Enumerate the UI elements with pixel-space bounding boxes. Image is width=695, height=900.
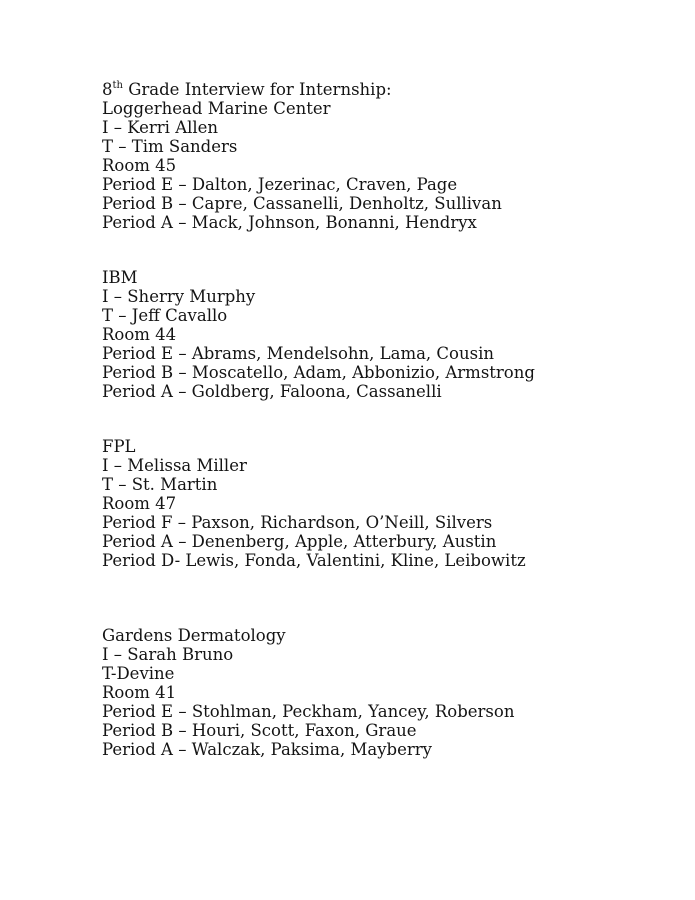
company-name: FPL — [102, 437, 136, 456]
interviewer-line: I – Melissa Miller — [102, 456, 247, 475]
room-line: Room 41 — [102, 683, 177, 702]
period-line: Period E – Stohlman, Peckham, Yancey, Roberson — [102, 702, 515, 721]
period-line: Period F – Paxson, Richardson, O’Neill, Silvers — [102, 513, 493, 532]
interviewer-line: I – Kerri Allen — [102, 118, 219, 137]
room-line: Room 44 — [102, 325, 177, 344]
interviewer-line: I – Sherry Murphy — [102, 287, 256, 306]
period-line: Period D- Lewis, Fonda, Valentini, Kline, Leibowitz — [102, 551, 526, 570]
period-line: Period A – Walczak, Paksima, Mayberry — [102, 740, 432, 759]
period-line: Period A – Goldberg, Faloona, Cassanelli — [102, 382, 442, 401]
company-name: Gardens Dermatology — [102, 626, 286, 645]
room-line: Room 45 — [102, 156, 177, 175]
room-line: Room 47 — [102, 494, 177, 513]
period-line: Period E – Abrams, Mendelsohn, Lama, Cousin — [102, 344, 494, 363]
title-text: Grade Interview for Internship: — [122, 80, 392, 99]
teacher-line: T – Jeff Cavallo — [102, 306, 228, 325]
company-name: Loggerhead Marine Center — [102, 99, 331, 118]
interviewer-line: I – Sarah Bruno — [102, 645, 234, 664]
title-grade: 8 — [102, 80, 113, 99]
page-title — [102, 80, 392, 99]
period-line: Period A – Mack, Johnson, Bonanni, Hendryx — [102, 213, 477, 232]
teacher-line: T-Devine — [102, 664, 175, 683]
period-line: Period E – Dalton, Jezerinac, Craven, Page — [102, 175, 458, 194]
teacher-line: T – St. Martin — [102, 475, 218, 494]
teacher-line: T – Tim Sanders — [102, 137, 238, 156]
period-line: Period B – Moscatello, Adam, Abbonizio, Armstrong — [102, 363, 535, 382]
period-line: Period A – Denenberg, Apple, Atterbury, Austin — [102, 532, 497, 551]
title-ordinal-suffix: th — [112, 79, 123, 91]
period-line: Period B – Capre, Cassanelli, Denholtz, Sullivan — [102, 194, 502, 213]
company-name: IBM — [102, 268, 138, 287]
period-line: Period B – Houri, Scott, Faxon, Graue — [102, 721, 417, 740]
